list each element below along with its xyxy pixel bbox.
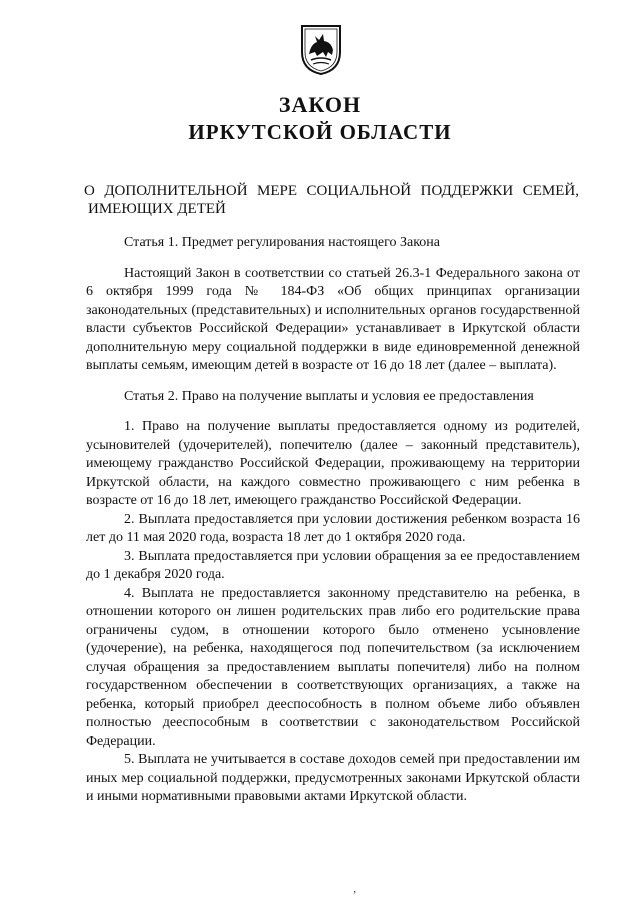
law-subject bbox=[84, 182, 579, 218]
document-region: ИРКУТСКОЙ ОБЛАСТИ bbox=[188, 120, 452, 144]
page-mark: ‚ bbox=[353, 884, 357, 895]
article-2-paragraph: 3. Выплата предоставляется при условии обращения за ее предоставлением до 1 декабря 2020 года. bbox=[86, 548, 580, 582]
article-2-paragraph: 4. Выплата не предоставляется законному представителю на ребенка, в отношении которого он лишен родительских прав либо его родительские права ограничены судом, в отношении которого было отменено усыновление (удочерение), на ребенка, находящегося под попечительством (за исключением случая обращения за предоставлением выплаты попечителя) либо на полном государственном обеспечении в соответствующих организациях, а также на ребенка, который приобрел дееспособность в полном объеме либо объявлен полностью дееспособным в соответствии с законодательством Российской Федерации. bbox=[86, 585, 580, 749]
article-1-text: Настоящий Закон в соответствии со статьей 26.3-1 Федерального закона от 6 октября 1999 года № 184-ФЗ «Об общих принципах организации законодательных (представительных) и исполнительных органов государственной власти субъектов Российской Федерации» устанавливает в Иркутской области дополнительную меру социальной поддержки в виде единовременной денежной выплаты семьям, имеющим детей в возрасте от 16 до 18 лет (далее – выплата). bbox=[86, 265, 580, 373]
law-subject-line-1: О ДОПОЛНИТЕЛЬНОЙ МЕРЕ СОЦИАЛЬНОЙ ПОДДЕРЖКИ СЕМЕЙ, bbox=[84, 183, 579, 199]
article-1-heading: Статья 1. Предмет регулирования настоящего Закона bbox=[124, 235, 441, 250]
article-2-paragraph: 2. Выплата предоставляется при условии достижения ребенком возраста 16 лет до 11 мая 2020 года, возраста 18 лет до 1 октября 2020 года. bbox=[86, 511, 580, 545]
article-2-paragraph: 1. Право на получение выплаты предоставляется одному из родителей, усыновителей (удочерителей), попечителю (далее – законный представитель), имеющему гражданство Российской Федерации, проживающему на территории Иркутской области, на каждого совместно проживающего с ним ребенка в возрасте от 16 до 18 лет, имеющего гражданство Российской Федерации. bbox=[86, 419, 580, 508]
coat-of-arms-icon bbox=[299, 22, 343, 76]
law-body bbox=[86, 234, 580, 807]
article-2-heading: Статья 2. Право на получение выплаты и условия ее предоставления bbox=[124, 388, 534, 404]
article-2-paragraph: 5. Выплата не учитывается в составе доходов семей при предоставлении им иных мер социальной поддержки, предусмотренных законами Иркутской области и иными нормативными правовыми актами Иркутской области. bbox=[86, 752, 580, 804]
document-title: ЗАКОН bbox=[278, 92, 362, 117]
law-subject-line-2: ИМЕЮЩИХ ДЕТЕЙ bbox=[88, 201, 226, 217]
